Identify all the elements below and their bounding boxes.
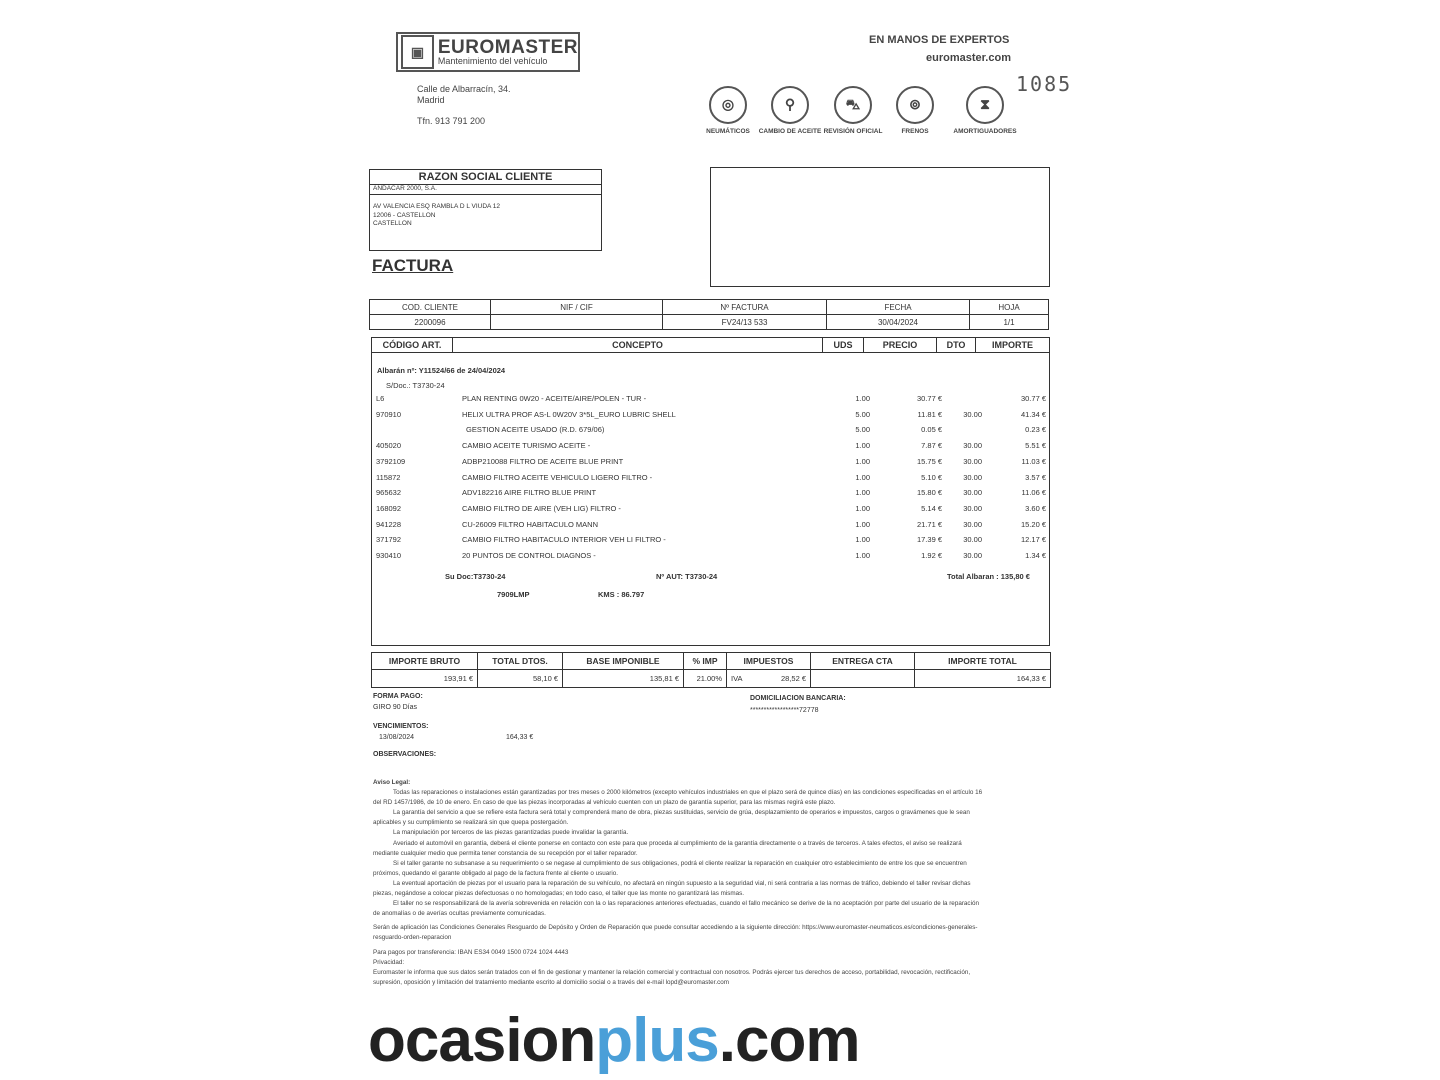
line-concept: CAMBIO FILTRO DE AIRE (VEH LIG) FILTRO -	[462, 503, 621, 513]
header-label: FECHA	[827, 300, 970, 315]
line-dto: 30.00	[963, 519, 982, 529]
client-address2: 12006 - CASTELLON	[373, 211, 436, 219]
client-name: ANDACAR 2000, S.A.	[370, 185, 601, 195]
line-concept: ADBP210088 FILTRO DE ACEITE BLUE PRINT	[462, 456, 624, 466]
vencimientos-label: VENCIMIENTOS:	[373, 723, 429, 730]
legal-paragraph: Averiado el automóvil en garantía, deberá el cliente ponerse en contacto con este para que proceda al cumplimiento de la garantía directamente o a través de terceros. A tales efectos, el aviso se realizará mediante cualquier medio que permita tener constancia de su recepción por el taller reparador.	[373, 839, 962, 857]
domiciliacion-value: ******************72778	[750, 707, 819, 714]
company-phone: Tfn. 913 791 200	[417, 116, 486, 126]
company-subtitle: Mantenimiento del vehículo	[437, 56, 548, 66]
legal-paragraph: Si el taller garante no subsanase a su requerimiento o se negase al cumplimiento de sus obligaciones, podrá el cliente realizar la reparación en cualquier otro establecimiento de entre los que se encuentren próximos, quedando el garante obligado al pago de la factura frente al cliente o usuario.	[373, 859, 967, 877]
car-icon: ⛍	[834, 86, 872, 124]
line-amount: 41.34 €	[1020, 409, 1046, 419]
header-label: HOJA	[970, 300, 1049, 315]
line-code: 371792	[376, 535, 402, 545]
line-price: 17.39 €	[916, 535, 942, 545]
lines-header	[372, 338, 1049, 353]
line-uds: 1.00	[855, 488, 870, 498]
impuestos	[727, 670, 811, 688]
company-website: euromaster.com	[926, 52, 1011, 64]
legal-paragraph: Privacidad:	[373, 958, 405, 966]
kms: KMS : 86.797	[598, 590, 645, 599]
company-name: EUROMASTER	[437, 37, 578, 58]
line-concept: CAMBIO ACEITE TURISMO ACEITE -	[462, 441, 591, 451]
line-price: 11.81 €	[917, 409, 942, 419]
client-header: RAZON SOCIAL CLIENTE	[370, 170, 601, 185]
col-dto: DTO	[937, 338, 976, 353]
invoice-date: 30/04/2024	[827, 315, 970, 330]
euromaster-logo	[396, 32, 580, 72]
euromaster-logo-icon: ▣	[401, 35, 434, 69]
line-concept: CU-26009 FILTRO HABITACULO MANN	[462, 519, 598, 529]
totals-label: IMPORTE TOTAL	[915, 653, 1051, 670]
n-aut: Nº AUT: T3730-24	[656, 572, 718, 581]
legal-paragraph: Serán de aplicación las Condiciones Generales Resguardo de Depósito y Orden de Reparación que puede consultar accediendo a la siguiente dirección: https://www.euromaster-neumaticos.es/condiciones-generales-resguardo-orden-reparacion	[373, 924, 978, 942]
client-box	[369, 169, 602, 251]
line-amount: 15.20 €	[1020, 519, 1046, 529]
line-amount: 12.17 €	[1020, 535, 1046, 545]
line-uds: 1.00	[855, 551, 870, 560]
su-doc-top: S/Doc.: T3730-24	[386, 381, 445, 390]
line-concept: CAMBIO FILTRO HABITACULO INTERIOR VEH LI FILTRO -	[462, 535, 666, 545]
line-amount: 11.03 €	[1021, 456, 1046, 466]
line-price: 15.80 €	[916, 488, 942, 498]
col-concept: CONCEPTO	[453, 338, 823, 353]
envelope-window-box	[710, 167, 1050, 287]
line-concept: ADV182216 AIRE FILTRO BLUE PRINT	[462, 488, 597, 498]
line-dto: 30.00	[963, 488, 982, 498]
legal-paragraph: Euromaster le informa que sus datos serán tratados con el fin de gestionar y mantener la relación comercial y contractual con nosotros. Podrás ejercer tus derechos de acceso, portabilidad, revocación, rectificación, supresión, oposición y limitación del tratamiento mediante escrito al domicilio social o a través del e-mail lopd@euromaster.com	[373, 968, 971, 986]
line-amount: 3.60 €	[1025, 503, 1046, 513]
line-concept: PLAN RENTING 0W20 - ACEITE/AIRE/POLEN - TUR -	[462, 394, 647, 403]
line-price: 21.71 €	[916, 519, 942, 529]
importe-total: 164,33 €	[915, 670, 1051, 688]
line-dto: 30.00	[963, 456, 982, 466]
line-code: 405020	[376, 441, 402, 451]
total-albaran: Total Albaran : 135,80 €	[947, 572, 1030, 581]
invoice-number: FV24/13 533	[663, 315, 827, 330]
line-uds: 1.00	[855, 394, 870, 403]
line-code: 3792109	[376, 456, 406, 466]
col-amount: IMPORTE	[976, 338, 1050, 353]
company-address: Calle de Albarracín, 34.	[417, 84, 511, 94]
line-concept: HELIX ULTRA PROF AS-L 0W20V 3*5L_EURO LUBRIC SHELL	[462, 409, 676, 419]
brake-icon: ⊚	[896, 86, 934, 124]
line-price: 5.10 €	[921, 472, 942, 482]
invoice-header-table	[369, 299, 1049, 330]
line-price: 30.77 €	[916, 394, 942, 403]
service-shocks: ⧗ AMORTIGUADORES	[950, 86, 1020, 135]
oil-icon: ⚲	[771, 86, 809, 124]
plate: 7909LMP	[497, 590, 530, 599]
line-uds: 1.00	[855, 519, 870, 529]
client-code: 2200096	[370, 315, 491, 330]
col-uds: UDS	[823, 338, 864, 353]
legal-notice	[373, 778, 985, 988]
line-uds: 1.00	[855, 456, 870, 466]
watermark-part2: plus	[595, 1006, 719, 1075]
line-uds: 1.00	[855, 503, 870, 513]
sheet-number: 1/1	[970, 315, 1049, 330]
service-inspection: ⛍ REVISIÓN OFICIAL	[818, 86, 888, 135]
company-tagline: EN MANOS DE EXPERTOS	[869, 34, 1010, 46]
legal-paragraph: La manipulación por terceros de las piezas garantizadas puede invalidar la garantía.	[393, 829, 629, 837]
service-tires: ◎ NEUMÁTICOS	[693, 86, 763, 135]
importe-bruto: 193,91 €	[372, 670, 478, 688]
totals-label: TOTAL DTOS.	[478, 653, 563, 670]
total-dtos: 58,10 €	[478, 670, 563, 688]
line-amount: 1.34 €	[1025, 551, 1046, 560]
totals-label: IMPORTE BRUTO	[372, 653, 478, 670]
document-title: FACTURA	[372, 256, 454, 275]
line-dto: 30.00	[963, 551, 982, 560]
line-code: 941228	[376, 519, 402, 529]
line-price: 1.92 €	[921, 551, 942, 560]
line-code: L6	[376, 394, 385, 403]
line-code: 965632	[376, 488, 402, 498]
forma-pago-label: FORMA PAGO:	[373, 693, 423, 700]
domiciliacion-label: DOMICILIACION BANCARIA:	[750, 695, 846, 702]
company-city: Madrid	[417, 95, 445, 105]
line-code: 970910	[376, 409, 402, 419]
line-dto: 30.00	[963, 409, 982, 419]
service-brakes: ⊚ FRENOS	[880, 86, 950, 135]
line-amount: 11.06 €	[1021, 488, 1046, 498]
observaciones-label: OBSERVACIONES:	[373, 751, 437, 758]
line-dto: 30.00	[963, 535, 982, 545]
header-label: COD. CLIENTE	[370, 300, 491, 315]
legal-paragraph: Todas las reparaciones o instalaciones están garantizadas por tres meses o 2000 kilómetros (excepto vehículos industriales en que el plazo será de quince días) en las condiciones especificadas en el artículo 16 del RD 1457/1986, de 10 de enero. En caso de que las piezas incorporadas al vehículo cuenten con un plazo de garantía superior, para las mismas regirá este plazo.	[373, 789, 983, 807]
nif-cif	[491, 315, 663, 330]
line-amount: 30.77 €	[1020, 394, 1046, 403]
col-price: PRECIO	[864, 338, 937, 353]
legal-paragraph: El taller no se responsabilizará de la avería sobrevenida en relación con la o las reparaciones anteriores efectuadas, cuando el fallo mecánico se derive de la no aceptación por parte del usuario de la reparación de anomalías o de averías ocultas previamente comunicadas.	[373, 900, 979, 918]
invoice-lines-box	[371, 337, 1050, 646]
base-imponible: 135,81 €	[563, 670, 684, 688]
line-price: 5.14 €	[921, 503, 942, 513]
watermark-part3: .com	[718, 1006, 860, 1075]
line-uds: 1.00	[855, 441, 870, 451]
totals-label: % IMP	[684, 653, 727, 670]
line-concept: 20 PUNTOS DE CONTROL DIAGNOS -	[462, 551, 596, 560]
line-amount: 5.51 €	[1025, 441, 1046, 451]
line-concept: GESTION ACEITE USADO (R.D. 679/06)	[466, 425, 605, 435]
su-doc: Su Doc:T3730-24	[445, 572, 506, 581]
line-concept: CAMBIO FILTRO ACEITE VEHICULO LIGERO FILTRO -	[462, 472, 653, 482]
tire-icon: ◎	[709, 86, 747, 124]
client-address3: CASTELLON	[373, 220, 412, 228]
totals-label: BASE IMPONIBLE	[563, 653, 684, 670]
totals-label: ENTREGA CTA	[811, 653, 915, 670]
pct-imp: 21.00%	[684, 670, 727, 688]
client-address1: AV VALENCIA ESQ RAMBLA D L VIUDA 12	[373, 202, 501, 210]
line-uds: 1.00	[855, 472, 870, 482]
line-code: 930410	[376, 551, 402, 560]
shock-absorber-icon: ⧗	[966, 86, 1004, 124]
line-amount: 3.57 €	[1025, 472, 1046, 482]
tax-amount: 28,52 €	[780, 674, 806, 683]
line-code: 168092	[376, 503, 402, 513]
line-dto: 30.00	[963, 472, 982, 482]
forma-pago-value: GIRO 90 Días	[373, 704, 417, 711]
line-dto: 30.00	[963, 441, 982, 451]
header-label: Nº FACTURA	[663, 300, 827, 315]
legal-paragraph: La garantía del servicio a que se refiere esta factura será total y comprenderá mano de obra, piezas sustituidas, servicio de grúa, desplazamiento de operarios e impuestos, cargos o gravámenes que le sean aplicables y su cumplimiento se realizará sin que quepa postergación.	[373, 809, 970, 827]
line-price: 0.05 €	[921, 425, 942, 435]
service-oil: ⚲ CAMBIO DE ACEITE	[755, 86, 825, 135]
line-uds: 5.00	[855, 425, 870, 435]
line-price: 7.87 €	[921, 441, 942, 451]
legal-paragraph: Para pagos por transferencia: IBAN ES34 0049 1500 0724 1024 4443	[373, 948, 569, 956]
header-label: NIF / CIF	[491, 300, 663, 315]
vencimiento-date: 13/08/2024	[379, 734, 415, 741]
legal-title: Aviso Legal:	[373, 779, 411, 786]
line-dto: 30.00	[963, 503, 982, 513]
col-code: CÓDIGO ART.	[372, 338, 453, 353]
handwritten-number: 1085	[1016, 72, 1073, 96]
totals-table	[371, 652, 1051, 688]
line-price: 15.75 €	[916, 456, 942, 466]
ocasionplus-watermark	[368, 1006, 860, 1075]
line-code: 115872	[376, 472, 401, 482]
line-amount: 0.23 €	[1025, 425, 1046, 435]
vencimiento-amount: 164,33 €	[506, 734, 534, 741]
legal-paragraph: La eventual aportación de piezas por el usuario para la reparación de su vehículo, no afectará en ningún supuesto a la seguridad vial, ni será contraria a las normas de tráfico, debiendo el taller revisar dichas piezas, negándose a colocar piezas defectuosas o no homologadas; en todo caso, el taller que las monte no garantizará las mismas.	[373, 879, 971, 898]
albaran-ref: Albarán nº: Y11524/66 de 24/04/2024	[377, 366, 506, 375]
totals-label: IMPUESTOS	[727, 653, 811, 670]
line-uds: 5.00	[855, 409, 870, 419]
tax-type: IVA	[731, 674, 743, 683]
line-uds: 1.00	[855, 535, 870, 545]
watermark-part1: ocasion	[368, 1006, 596, 1075]
entrega-cta	[811, 670, 915, 688]
